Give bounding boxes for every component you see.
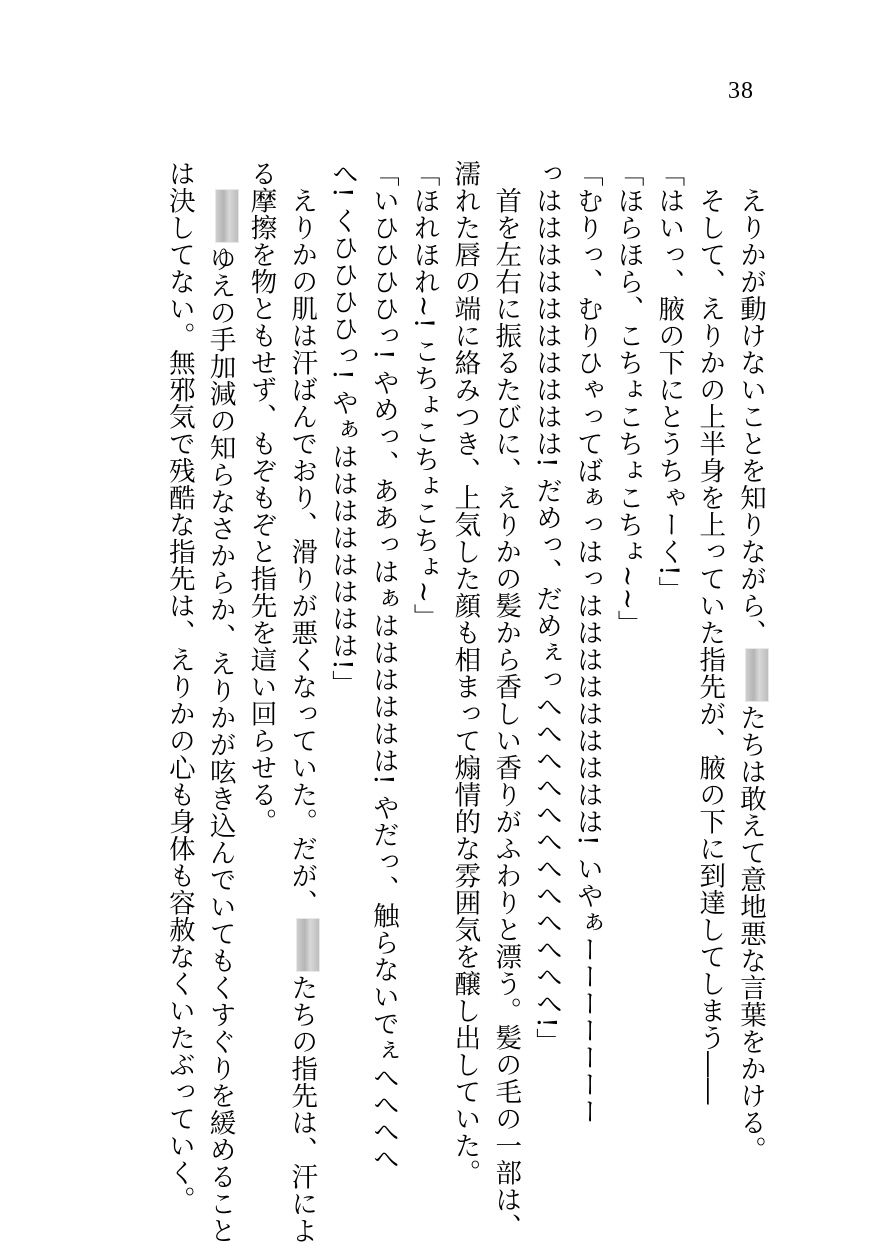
text-column-9: 「ほれほれ~! こちょこちょこちょ~」 — [408, 160, 440, 631]
page-number: 38 — [728, 78, 754, 104]
text-column-6: っはははははははははは! だめっ、だめぇっへへへへへへへへへへへへ!」 — [531, 160, 563, 1056]
text-column-4: 「ほらほら、こちょこちょこちょ~~」 — [612, 160, 644, 638]
text-segment: たちの指先は、汗によ — [286, 974, 318, 1244]
censored-name-mosaic — [296, 918, 320, 972]
text-column-14 — [199, 160, 240, 1244]
text-column-15: は決してない。無邪気で残酷な指先は、えりかの心も身体も容赦なくいたぶっていく。 — [163, 160, 195, 1213]
text-column-12 — [280, 160, 321, 1244]
text-column-7 — [484, 160, 525, 1240]
text-column-1 — [729, 160, 770, 1163]
text-segment: たちは敢えて意地悪な言葉をかける。 — [735, 704, 766, 1163]
text-column-8: 濡れた唇の端に絡みつき、上気した顔も相まって煽情的な雰囲気を醸し出していた。 — [449, 160, 481, 1186]
text-column-13: る摩擦を物ともせず、もぞもぞと指先を這い回らせる。 — [245, 160, 277, 835]
text-segment: 首を左右に振るたびに、えりかの髪から香しい香りがふわりと漂う。髪の毛の一部は、 — [490, 187, 522, 1240]
text-column-2 — [688, 160, 729, 1105]
text-segment: えりかが動けないことを知りながら、 — [735, 187, 766, 646]
text-segment: えりかの肌は汗ばんでおり、滑りが悪くなっていた。だが、 — [286, 187, 318, 916]
text-segment: ゆえの手加減の知らなさからか、えりかが呟き込んでいてもくすぐりを緩めること — [204, 245, 236, 1244]
censored-name-mosaic — [215, 189, 239, 243]
text-column-5: 「むりっ、むりひゃってばぁっはっははははははははは! いやぁーーーーーーー — [571, 160, 603, 1126]
text-column-3: 「はいっ、腋の下にとうちゃーく!」 — [653, 160, 685, 604]
censored-name-mosaic — [745, 648, 769, 702]
text-column-10: 「いひひひひっ! やめっ、ああっはぁはははははは! やだっ、触らないでぇへへへへ — [367, 160, 399, 1173]
text-column-11: へ! くひひひひっ! やぁはははははははは!」 — [327, 160, 359, 698]
novel-body-text — [163, 160, 770, 1244]
text-segment: そして、えりかの上半身を上っていた指先が、腋の下に到達してしまう―― — [694, 187, 726, 1105]
